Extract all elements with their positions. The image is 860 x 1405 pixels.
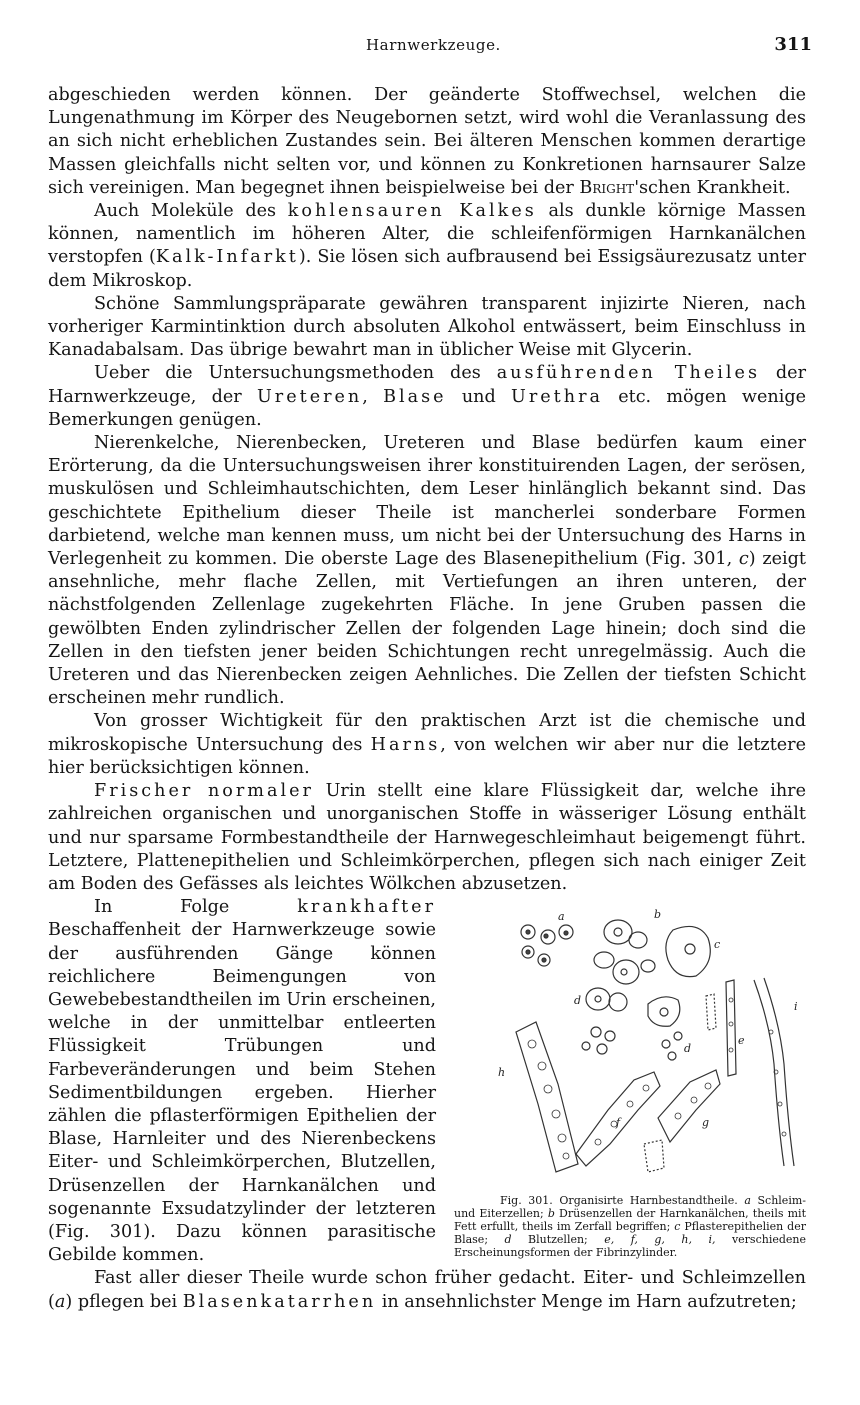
author-name: Bright: [579, 177, 635, 198]
figure-wrap-region: [48, 780, 806, 1267]
label-b: b: [654, 908, 662, 922]
paragraph: In Folge krankhafter Beschaffenheit der Harnwerkzeuge sowie der ausführenden Gänge können reichlichere Beimengungen von Gewebebestandtheilen im Urin erscheinen, welche in der unmittelbar entleerten Flüssigkeit Trübungen und Farbeveränderungen und beim Stehen Sedimentbildungen ergeben. Hierher zählen die pflasterförmigen Epithelien der Blase, Harnleiter und des Nierenbeckens Eiter- und Schleimkörperchen, Blutzellen, Drüsenzellen der Harnkanälchen und sogenannte Exsudatzylinder der letzteren (Fig. 301). Dazu können parasitische Gebilde kommen.: [48, 897, 436, 1266]
figure-caption: Fig. 301. Organisirte Harnbestandtheile. a Schleim- und Eiterzellen; b Drüsenzellen der Harnkanälchen, theils mit Fett erfullt, theils im Zerfall begriffen; c Pflasterepithelien der Blase; d Blutzellen; e, f, g, h, i, verschiedene Erscheinungsformen der Fibrinzylinder.: [454, 1194, 806, 1260]
label-a: a: [558, 910, 565, 924]
blood-cells: [582, 1027, 682, 1060]
flat-epithelium-cell: [666, 927, 710, 977]
figure-301: [454, 904, 806, 1259]
spaced-term: Urethra: [511, 386, 603, 407]
page-number: 311: [774, 34, 812, 55]
paragraph: Ueber die Untersuchungsmethoden des ausführenden Theiles der Harnwerkzeuge, der Ureteren, Blase und Urethra etc. mögen wenige Bemerkungen genügen.: [48, 363, 806, 430]
spaced-term: Frischer normaler: [94, 781, 314, 802]
gland-cells: [586, 920, 655, 1011]
paragraph: Von grosser Wichtigkeit für den praktischen Arzt ist die chemische und mikroskopische Untersuchung des Harns, von welchen wir aber nur die letztere hier berücksichtigen können.: [48, 711, 806, 778]
spaced-term: ausführenden Theiles: [496, 363, 760, 384]
label-i: i: [794, 1000, 798, 1014]
cast-e: [726, 980, 736, 1076]
paragraph: Frischer normaler Urin stellt eine klare Flüssigkeit dar, welche ihre zahlreichen organischen und unorganischen Stoffe in wässeriger Lösung enthält und nur sparsame Formbestandtheile der Harnwegeschleimhaut beigemengt führt. Letztere, Plattenepithelien und Schleimkörperchen, pflegen sich nach einiger Zeit am Boden des Gefässes als leichtes Wölkchen abzusetzen.: [48, 781, 806, 894]
urine-sediment-illustration: [458, 904, 804, 1194]
paragraph: Fast aller dieser Theile wurde schon früher gedacht. Eiter- und Schleimzellen (a) pflegen bei Blasenkatarrhen in ansehnlichster Menge im Harn aufzutreten;: [48, 1268, 806, 1312]
spaced-term: kohlensauren Kalkes: [287, 201, 537, 222]
label-d: d: [574, 994, 582, 1008]
label-c: c: [714, 938, 721, 952]
page-header: [0, 36, 860, 60]
paragraph: Nierenkelche, Nierenbecken, Ureteren und Blase bedürfen kaum einer Erörterung, da die Untersuchungsweisen ihrer konstituirenden Lagen, der serösen, muskulösen und Schleimhautschichten, dem Leser hinlänglich bekannt sind. Das geschichtete Epithelium dieser Theile ist mancherlei sonderbare Formen darbietend, welche man kennen muss, um nicht bei der Untersuchung des Harns in Verlegenheit zu kommen. Die oberste Lage des Blasenepithelium (Fig. 301, c) zeigt ansehnliche, mehr flache Zellen, mit Vertiefungen an ihren unteren, der nächstfolgenden Zellenlage zugekehrten Fläche. In jene Gruben passen die gewölbten Enden zylindrischer Zellen der folgenden Lage hinein; doch sind die Zellen in den tiefsten jener beiden Schichtungen recht unregelmässig. Auch die Ureteren und das Nierenbecken zeigen Aehnliches. Die Zellen der tiefsten Schicht erscheinen mehr rundlich.: [48, 433, 807, 709]
spaced-term: krankhafter: [297, 897, 436, 918]
label-d2: d: [684, 1042, 692, 1056]
spaced-term: Harns: [370, 734, 441, 755]
label-h: h: [498, 1066, 506, 1080]
cast-h: [516, 1022, 578, 1172]
cast-g: [658, 1070, 720, 1142]
spaced-term: Kalk-Infarkt: [155, 247, 299, 268]
paragraph: Auch Moleküle des kohlensauren Kalkes als dunkle körnige Massen können, namentlich im höheren Alter, die schleifenförmigen Harnkanälchen verstopfen (Kalk-Infarkt). Sie lösen sich aufbrausend bei Essigsäurezusatz unter dem Mikroskop.: [48, 201, 806, 291]
spaced-term: Ureteren: [256, 386, 363, 407]
spaced-term: Blasenkatarrhen: [182, 1291, 377, 1312]
spaced-term: Blase: [383, 386, 447, 407]
running-title: Harnwerkzeuge.: [366, 36, 501, 54]
paragraph: abgeschieden werden können. Der geänderte Stoffwechsel, welchen die Lungenathmung im Körper des Neugebornen setzt, wird wohl die Veranlassung des an sich nicht erheblichen Zustandes sein. Bei älteren Menschen kommen derartige Massen gleichfalls nicht selten vor, und können zu Konkretionen harnsaurer Salze sich vereinigen. Man begegnet ihnen beispielweise bei der Bright'schen Krankheit.: [48, 85, 806, 198]
label-e: e: [738, 1034, 745, 1048]
label-g: g: [702, 1116, 710, 1130]
paragraph: Schöne Sammlungspräparate gewähren transparent injizirte Nieren, nach vorheriger Karmintinktion durch absoluten Alkohol entwässert, beim Einschluss in Kanadabalsam. Das übrige bewahrt man in üblicher Weise mit Glycerin.: [48, 293, 806, 361]
body-text: [48, 84, 806, 1314]
pus-cells: [521, 925, 573, 966]
cast-i: [754, 980, 784, 1166]
label-f: f: [616, 1116, 621, 1130]
